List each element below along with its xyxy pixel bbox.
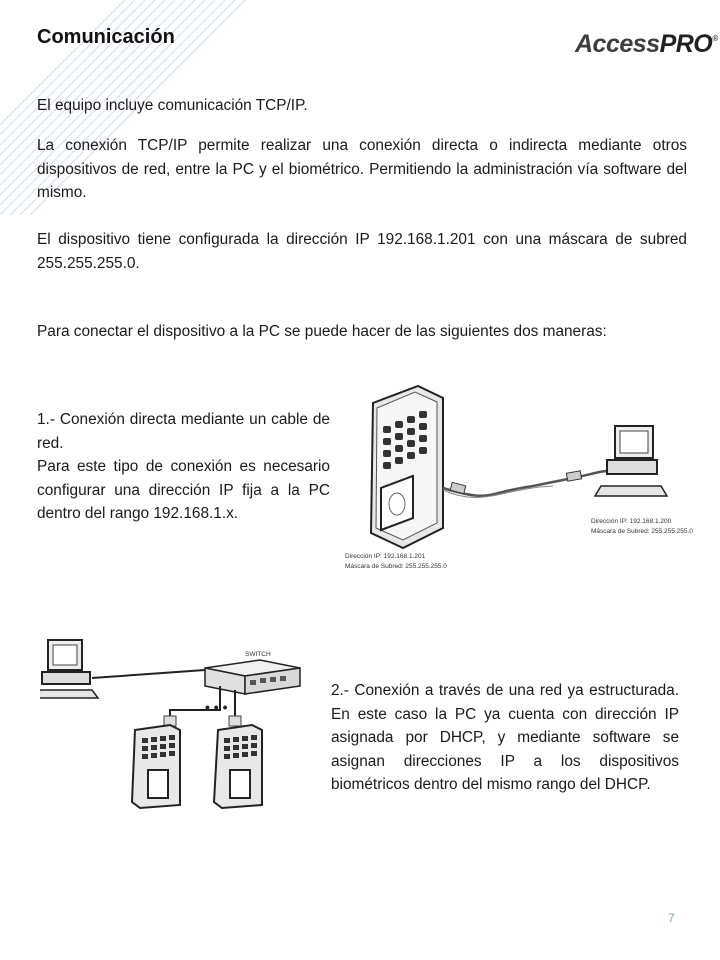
pc-mask-label: Máscara de Subred: 255.255.255.0 xyxy=(591,528,693,535)
switch-label: SWITCH xyxy=(245,651,271,658)
option-direct-connection xyxy=(37,408,330,526)
option1-heading: 1.- Conexión directa mediante un cable de red. xyxy=(37,411,330,452)
logo-registered-mark: ® xyxy=(712,34,718,43)
pc-icon xyxy=(40,640,98,698)
device-ip-label: Dirección IP: 192.168.1.201 xyxy=(345,553,426,560)
accesspro-logo xyxy=(575,30,718,59)
biometric-device-icon xyxy=(132,716,180,808)
logo-pro-text: PRO xyxy=(659,30,713,58)
connection-methods-paragraph: Para conectar el dispositivo a la PC se puede hacer de las siguientes dos maneras: xyxy=(37,323,607,340)
page-number: 7 xyxy=(668,911,675,925)
option-network-connection xyxy=(331,679,679,797)
biometric-device-icon xyxy=(371,386,443,548)
ip-config-paragraph: El dispositivo tiene configurada la dirección IP 192.168.1.201 con una máscara de subred 255.255.255.0. xyxy=(37,231,687,272)
network-connection-diagram xyxy=(40,630,320,810)
option2-text: 2.- Conexión a través de una red ya estructurada. En este caso la PC ya cuenta con dirección IP asignada por DHCP, y mediante software se asignan direcciones IP a los dispositivos biométricos dentro del mismo rango del DHCP. xyxy=(331,682,679,793)
page-title: Comunicación xyxy=(37,26,175,48)
logo-access-text: Access xyxy=(575,30,660,58)
direct-connection-diagram xyxy=(343,378,708,578)
tcpip-paragraph: La conexión TCP/IP permite realizar una conexión directa o indirecta mediante otros dispositivos de red, entre la PC y el biométrico. Permitiendo la administración vía software del mismo. xyxy=(37,137,687,201)
pc-icon xyxy=(595,426,667,496)
option1-body: Para este tipo de conexión es necesario configurar una dirección IP fija a la PC dentro del rango 192.168.1.x. xyxy=(37,458,330,522)
more-devices-ellipsis: • • • xyxy=(205,699,228,715)
pc-ip-label: Dirección IP: 192.168.1.200 xyxy=(591,518,672,525)
biometric-device-icon xyxy=(214,716,262,808)
device-mask-label: Máscara de Subred: 255.255.255.0 xyxy=(345,563,447,570)
intro-paragraph: El equipo incluye comunicación TCP/IP. xyxy=(37,97,308,114)
